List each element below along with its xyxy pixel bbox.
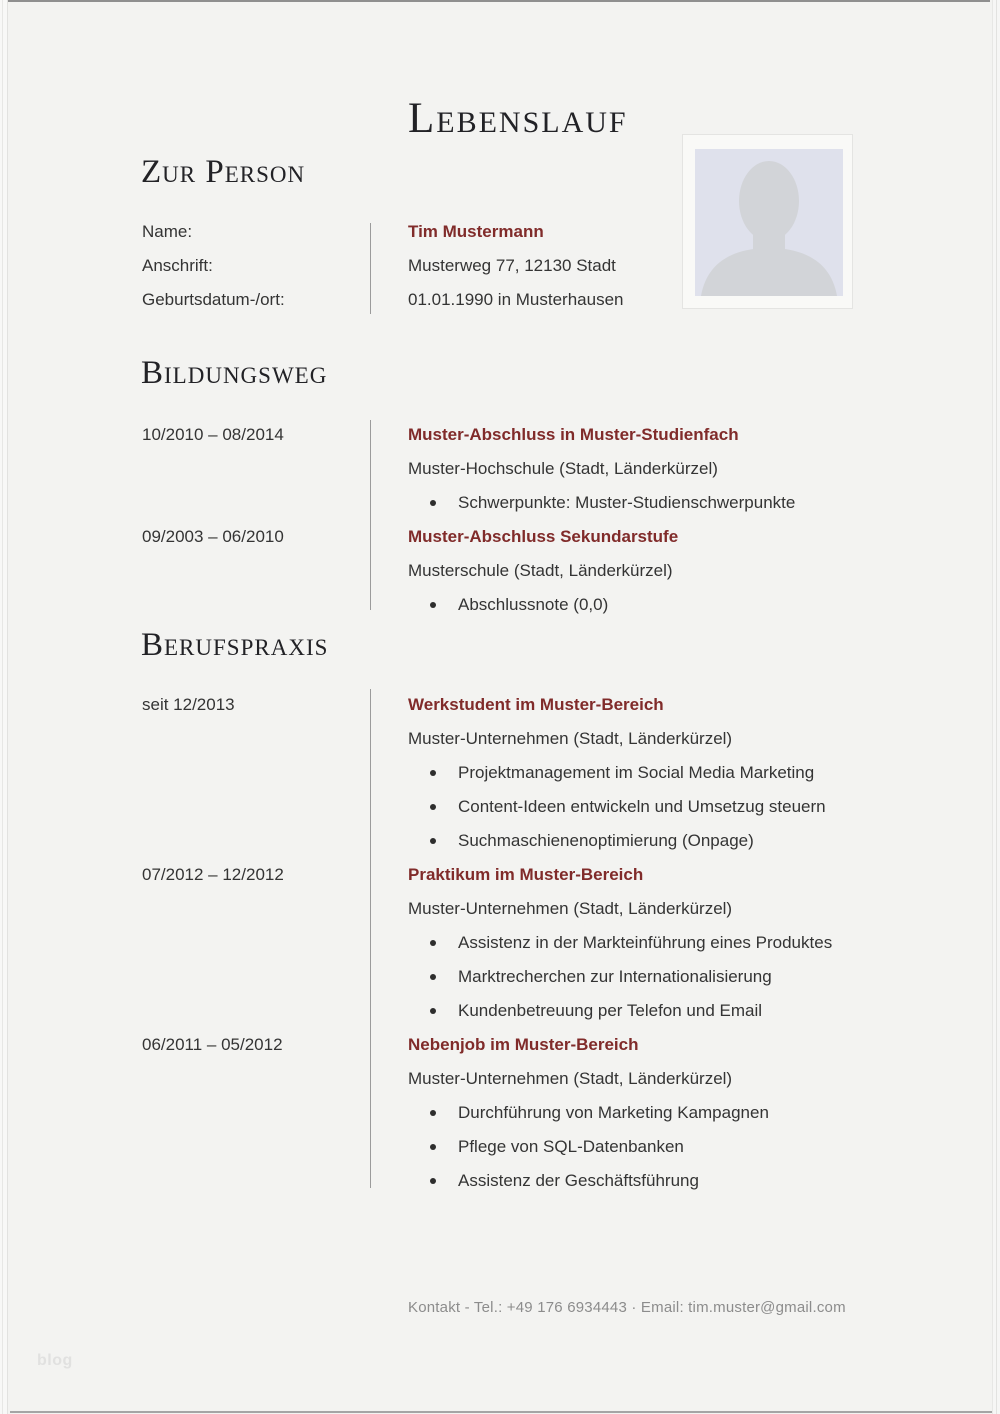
entry-bullet-list	[408, 588, 898, 622]
entry-bullet-list	[408, 926, 898, 1028]
entry-period: seit 12/2013	[142, 695, 235, 714]
bullet-item: Kundenbetreuung per Telefon und Email	[408, 994, 898, 1028]
entry-subtitle: Muster-Hochschule (Stadt, Länderkürzel)	[408, 459, 718, 478]
bullet-item: Pflege von SQL-Datenbanken	[408, 1130, 898, 1164]
section-heading-person: Zur Person	[141, 154, 306, 190]
person-row	[0, 215, 1000, 249]
entry-bullet-list	[408, 1096, 898, 1198]
bullet-item: Schwerpunkte: Muster-Studienschwerpunkte	[408, 486, 898, 520]
entry-period: 09/2003 – 06/2010	[142, 527, 284, 546]
entry-subtitle: Muster-Unternehmen (Stadt, Länderkürzel)	[408, 1069, 733, 1088]
bullet-item: Suchmaschienenoptimierung (Onpage)	[408, 824, 898, 858]
entry-subtitle: Musterschule (Stadt, Länderkürzel)	[408, 561, 673, 580]
section-heading-experience: Berufspraxis	[141, 627, 329, 663]
entry-title: Nebenjob im Muster-Bereich	[408, 1035, 639, 1054]
person-label: Anschrift:	[142, 256, 213, 275]
entry-subtitle: Muster-Unternehmen (Stadt, Länderkürzel)	[408, 729, 733, 748]
bullet-item: Assistenz der Geschäftsführung	[408, 1164, 898, 1198]
entry-period: 06/2011 – 05/2012	[142, 1035, 283, 1054]
bullet-item: Abschlussnote (0,0)	[408, 588, 898, 622]
watermark-text: blog	[37, 1352, 73, 1369]
bullet-item: Projektmanagement im Social Media Marketing	[408, 756, 898, 790]
person-details	[0, 215, 1000, 317]
entry-bullet-list	[408, 756, 898, 858]
entry-title: Werkstudent im Muster-Bereich	[408, 695, 664, 714]
entry-title: Muster-Abschluss Sekundarstufe	[408, 527, 679, 546]
person-birth-value: 01.01.1990 in Musterhausen	[408, 290, 624, 309]
entry-title: Praktikum im Muster-Bereich	[408, 865, 644, 884]
bullet-item: Durchführung von Marketing Kampagnen	[408, 1096, 898, 1130]
person-name-value: Tim Mustermann	[408, 222, 544, 241]
education-entry	[142, 520, 898, 622]
page-bottom-border	[10, 1411, 992, 1413]
bullet-item: Content-Ideen entwickeln und Umsetzug steuern	[408, 790, 898, 824]
footer-contact-line: Kontakt - Tel.: +49 176 6934443 · Email: tim.muster@gmail.com	[408, 1299, 846, 1316]
section-heading-education: Bildungsweg	[141, 355, 328, 391]
person-label: Name:	[142, 222, 193, 241]
entry-subtitle: Muster-Unternehmen (Stadt, Länderkürzel)	[408, 899, 733, 918]
bullet-item: Assistenz in der Markteinführung eines Produktes	[408, 926, 898, 960]
education-entries	[0, 418, 1000, 622]
experience-entry	[142, 1028, 898, 1198]
person-address-value: Musterweg 77, 12130 Stadt	[408, 256, 616, 275]
experience-entry	[142, 858, 898, 1028]
person-row	[0, 249, 1000, 283]
experience-entries	[0, 688, 1000, 1198]
entry-period: 10/2010 – 08/2014	[142, 425, 284, 444]
person-label: Geburtsdatum-/ort:	[142, 290, 285, 309]
document-title: Lebenslauf	[408, 95, 628, 142]
entry-title: Muster-Abschluss in Muster-Studienfach	[408, 425, 739, 444]
page-top-border	[8, 0, 990, 2]
entry-bullet-list	[408, 486, 898, 520]
education-entry	[142, 418, 898, 520]
bullet-item: Marktrecherchen zur Internationalisierung	[408, 960, 898, 994]
person-row	[0, 283, 1000, 317]
experience-entry	[142, 688, 898, 858]
entry-period: 07/2012 – 12/2012	[142, 865, 284, 884]
